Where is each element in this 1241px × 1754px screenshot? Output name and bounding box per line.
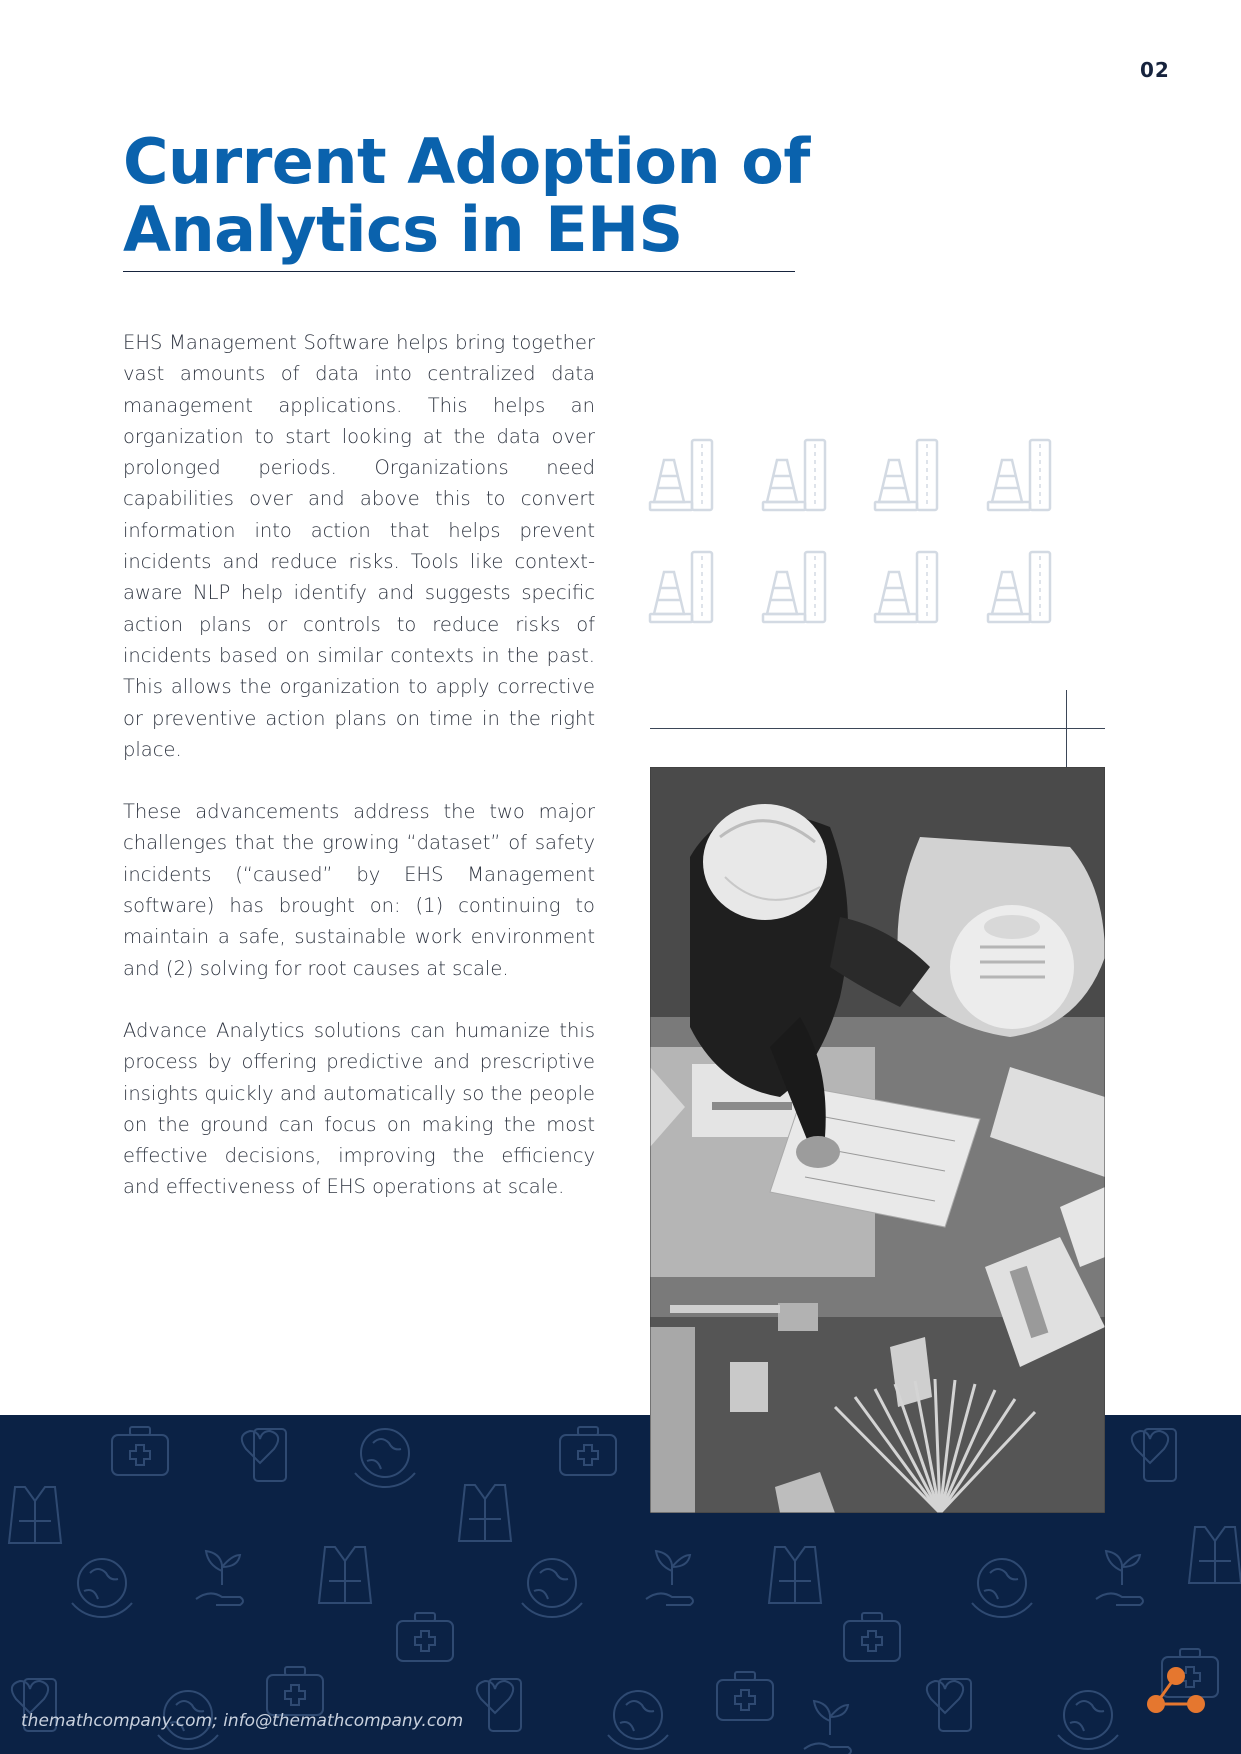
traffic-cone-icon bbox=[873, 548, 943, 624]
page-number: 02 bbox=[1140, 58, 1170, 82]
page-title bbox=[123, 125, 823, 266]
paragraph-1: EHS Management Software helps bring together vast amounts of data into centralized data management applications. This helps an organization to start looking at the data over prolonged periods. Organizations need capabilities over and above this to convert information into action that helps prevent incidents and reduce risks. Tools like context-aware NLP help identify and suggests specific action plans or controls to reduce risks of incidents based on similar contexts in the past. This allows the organization to apply corrective or preventive action plans on time in the right place. bbox=[123, 331, 595, 761]
decorative-line-horizontal bbox=[650, 728, 1105, 729]
traffic-cone-icon bbox=[986, 436, 1056, 512]
traffic-cone-icon bbox=[986, 548, 1056, 624]
traffic-cone-icon bbox=[761, 436, 831, 512]
title-divider bbox=[123, 271, 795, 272]
cone-icon-grid bbox=[648, 436, 1108, 626]
decorative-line-vertical bbox=[1066, 690, 1067, 768]
title-line-1: Current Adoption of bbox=[123, 125, 810, 198]
traffic-cone-icon bbox=[648, 548, 718, 624]
paragraph-2: These advancements address the two major challenges that the growing “dataset” of safety incidents (“caused” by EHS Management software) has brought on: (1) continuing to maintain a safe, sustainable work environment and (2) solving for root causes at scale. bbox=[123, 800, 595, 980]
workers-blueprint-photo bbox=[650, 767, 1105, 1513]
body-text bbox=[123, 327, 595, 1234]
traffic-cone-icon bbox=[873, 436, 943, 512]
footer-contact: themathcompany.com; info@themathcompany.com bbox=[21, 1711, 464, 1731]
traffic-cone-icon bbox=[648, 436, 718, 512]
paragraph-3: Advance Analytics solutions can humanize this process by offering predictive and prescriptive insights quickly and automatically so the people on the ground can focus on making the most effective decisions, improving the efficiency and effectiveness of EHS operations at scale. bbox=[123, 1018, 595, 1199]
company-logo bbox=[1146, 1662, 1206, 1718]
title-line-2: Analytics in EHS bbox=[123, 193, 683, 266]
traffic-cone-icon bbox=[761, 548, 831, 624]
